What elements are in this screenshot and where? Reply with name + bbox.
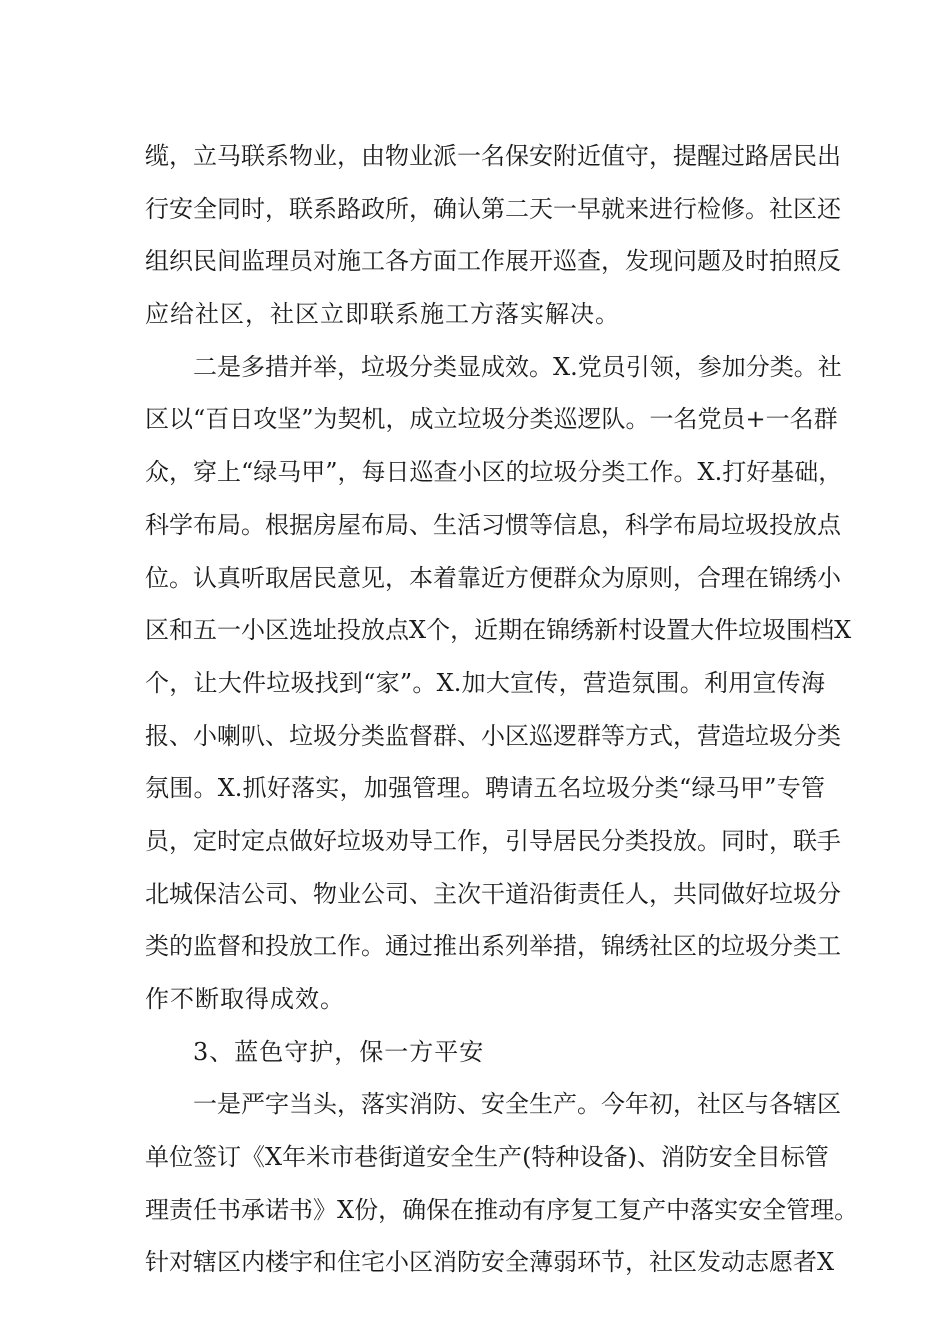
- paragraph-continuation: [145, 130, 841, 341]
- text-line: 报、小喇叭、垃圾分类监督群、小区巡逻群等方式，营造垃圾分类: [145, 721, 841, 750]
- text-line: 科学布局。根据房屋布局、生活习惯等信息，科学布局垃圾投放点: [145, 510, 841, 539]
- text-line: 员，定时定点做好垃圾劝导工作，引导居民分类投放。同时，联手: [145, 826, 841, 855]
- paragraph-safety: [145, 1078, 859, 1289]
- section-heading: [145, 1026, 825, 1079]
- text-line: 个，让大件垃圾找到“家”。X.加大宣传，营造氛围。利用宣传海: [145, 668, 825, 697]
- text-line: 组织民间监理员对施工各方面工作展开巡查，发现问题及时拍照反: [145, 247, 841, 276]
- text-line: 行安全同时，联系路政所，确认第二天一早就来进行检修。社区还: [145, 194, 841, 223]
- text-line: 单位签订《X年米市巷街道安全生产(特种设备)、消防安全目标管: [145, 1143, 829, 1172]
- text-line: 一是严字当头，落实消防、安全生产。今年初，社区与各辖区: [193, 1090, 841, 1119]
- text-line: 类的监督和投放工作。通过推出系列举措，锦绣社区的垃圾分类工: [145, 932, 841, 961]
- text-line: 北城保洁公司、物业公司、主次干道沿街责任人，共同做好垃圾分: [145, 879, 841, 908]
- text-line: 位。认真听取居民意见，本着靠近方便群众为原则，合理在锦绣小: [145, 563, 841, 592]
- text-line: 缆，立马联系物业，由物业派一名保安附近值守，提醒过路居民出: [145, 142, 841, 170]
- text-line: 理责任书承诺书》X份，确保在推动有序复工复产中落实安全管理。: [145, 1195, 859, 1224]
- text-line: 氛围。X.抓好落实，加强管理。聘请五名垃圾分类“绿马甲”专管: [145, 774, 825, 803]
- text-line: 众，穿上“绿马甲”，每日巡查小区的垃圾分类工作。X.打好基础，: [145, 458, 843, 487]
- text-line: 针对辖区内楼宇和住宅小区消防安全薄弱环节，社区发动志愿者X: [145, 1248, 835, 1277]
- paragraph-garbage-sorting: [145, 341, 852, 1026]
- text-line: 区和五一小区选址投放点X个，近期在锦绣新村设置大件垃圾围档X: [145, 616, 852, 645]
- text-line: 应给社区，社区立即联系施工方落实解决。: [145, 300, 620, 329]
- document-body: [145, 130, 859, 1289]
- text-line: 区以“百日攻坚”为契机，成立垃圾分类巡逻队。一名党员+一名群: [145, 405, 838, 434]
- heading-line: 3、蓝色守护，保一方平安: [193, 1037, 485, 1066]
- text-line: 作不断取得成效。: [145, 985, 345, 1013]
- text-line: 二是多措并举，垃圾分类显成效。X.党员引领，参加分类。社: [193, 352, 842, 381]
